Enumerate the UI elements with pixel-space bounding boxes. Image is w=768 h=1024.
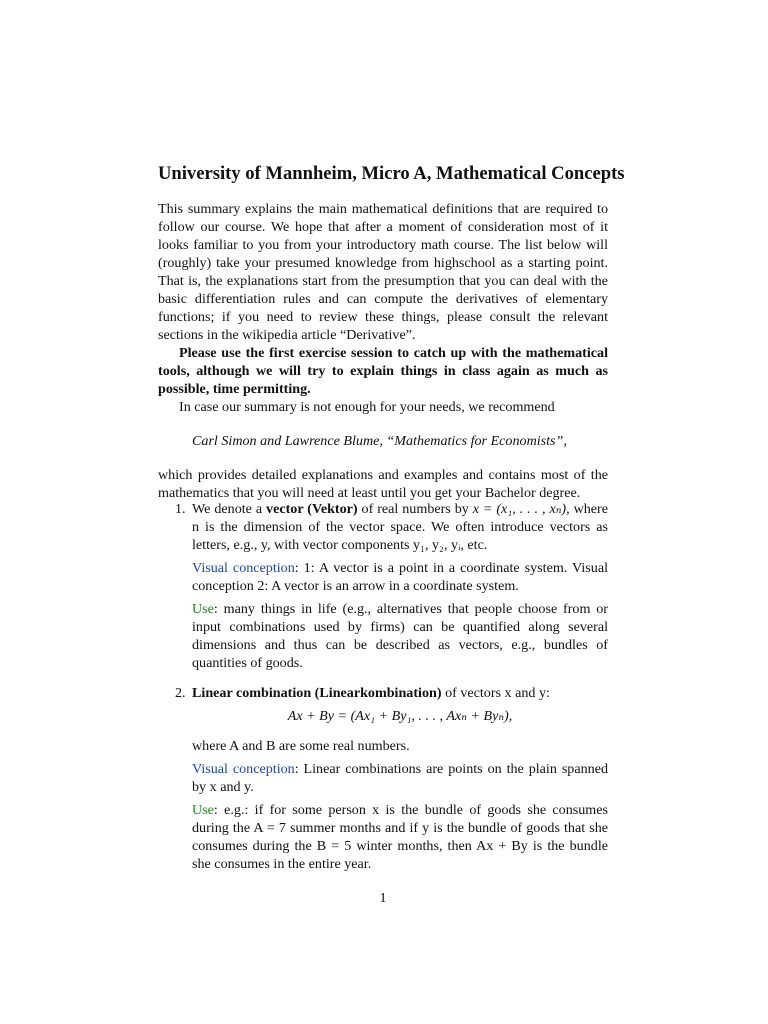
use-note (192, 600, 608, 672)
list-item-linear-combination (158, 684, 608, 873)
document-title: University of Mannheim, Micro A, Mathematical Concepts (158, 163, 625, 184)
visual-conception-label: Visual conception (192, 761, 295, 777)
use-text: : e.g.: if for some person x is the bundle of goods she consumes during the A = 7 summer months and if y is the bundle of goods that she consumes during the B = 5 winter months, then Ax + By is the bundle she consumes in the entire year. (192, 802, 608, 872)
linear-combination-term: Linear combination (Linearkombination) (192, 685, 442, 701)
book-reference: Carl Simon and Lawrence Blume, “Mathematics for Economists”, (192, 433, 567, 449)
book-description: which provides detailed explanations and examples and contains most of the mathematics that you will need at least until you get your Bachelor degree. (158, 467, 608, 501)
visual-conception (192, 559, 608, 595)
intro-paragraph: This summary explains the main mathematical definitions that are required to follow our course. We hope that after a moment of consideration most of it looks familiar to you from your introductory math course. The list below will (roughly) take your presumed knowledge from highschool as a starting point. That is, the explanations start from the presumption that you can deal with the basic differentiation rules and can compute the derivatives of elementary functions; if you need to review these things, please consult the relevant sections in the wikipedia article “Derivative”. (158, 201, 608, 343)
recommendation-intro: In case our summary is not enough for your needs, we recommend (179, 399, 555, 415)
definition-middle: of real numbers by (357, 501, 473, 517)
definition-suffix: , where n is the dimension of the vector space. We often introduce vectors as letters, e.g., y, with vector components y₁, y₂, yᵢ, etc. (192, 501, 609, 553)
visual-conception (192, 760, 608, 796)
definition-suffix: of vectors x and y: (441, 685, 550, 701)
vector-term: vector (Vektor) (266, 501, 358, 517)
item-number: 2. (175, 685, 186, 701)
list-item-vector (158, 500, 608, 672)
visual-conception-text: : Linear combinations are points on the plain spanned by x and y. (192, 761, 608, 795)
use-text: : many things in life (e.g., alternatives that people choose from or input combinations used by firms) can be quantified along several dimensions and thus can be described as vectors, e.g., bundles of quantities of goods. (192, 601, 608, 671)
vector-definition (192, 500, 608, 554)
definition-prefix: We denote a (192, 501, 267, 517)
page-number: 1 (379, 890, 387, 906)
vector-formula: x = (x₁, . . . , xₙ) (472, 501, 567, 517)
item-number: 1. (175, 501, 186, 517)
use-label: Use (192, 601, 214, 617)
visual-conception-label: Visual conception (192, 560, 295, 576)
intro-section (158, 200, 608, 502)
equation-note: where A and B are some real numbers. (192, 738, 410, 754)
exercise-session-note: Please use the first exercise session to catch up with the mathematical tools, although we will try to explain things in class again as much as possible, time permitting. (158, 345, 608, 397)
linear-combination-definition (192, 684, 608, 702)
concept-list (158, 500, 608, 885)
visual-conception-text: : 1: A vector is a point in a coordinate system. Visual conception 2: A vector is an arrow in a coordinate system. (192, 560, 608, 594)
linear-combination-equation: Ax + By = (Ax₁ + By₁, . . . , Axₙ + Byₙ), (287, 708, 513, 724)
use-note (192, 801, 608, 873)
use-label: Use (192, 802, 214, 818)
